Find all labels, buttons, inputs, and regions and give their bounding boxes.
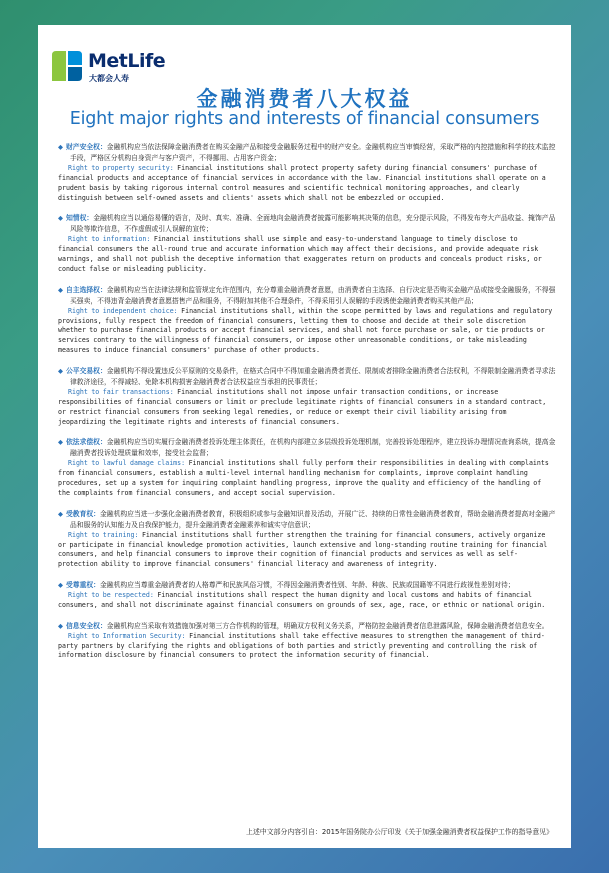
right-text-en: Financial institutions shall protect property safety during financial consumers' purchase of financial products and acceptance of financial services in accordance with the law. Financial institutions shall operate on a prudent basis by taking rigorous internal control measures and scientific technical monitoring approaches, and clearly distinguish between self-owned assets and clients' assets which shall not be embezzled or occupied. [58, 164, 546, 202]
right-text-cn: 金融机构不得设置违反公平原则的交易条件，在格式合同中不得加重金融消费者责任、限制或者排除金融消费者合法权利，不得限制金融消费者寻求法律救济途径，不得减轻、免除本机构损害金融消费者合法权益应当承担的民事责任； [70, 366, 556, 386]
diamond-bullet-icon: ◆ [58, 621, 63, 630]
right-heading-cn: 依法求偿权： [66, 438, 107, 447]
right-item [58, 285, 556, 356]
right-text-cn: 金融机构应当以通俗易懂的语言，及时、真实、准确、全面地向金融消费者披露可能影响其决策的信息，充分提示风险，不得发布夸大产品收益、掩饰产品风险等欺诈信息，不作虚假或引人误解的宣传； [70, 214, 556, 234]
right-text-en: Financial institutions shall fully perform their responsibilities in dealing with complaints from financial consumers, establish a multi-level internal handling mechanism for complaints, improve complaint handling procedures, set up a system for inquiring complaint handling progress, improve the quality and efficiency of the handling of the complaints from financial consumers, and accept social supervision. [58, 459, 549, 497]
source-footnote: 上述中文部分内容引自：2015年国务院办公厅印发《关于加强金融消费者权益保护工作的指导意见》 [246, 828, 553, 836]
diamond-bullet-icon: ◆ [58, 214, 63, 223]
metlife-logo-icon [52, 51, 82, 81]
right-item [58, 509, 556, 570]
right-text-cn: 金融机构应当采取有效措施加强对第三方合作机构的管理，明确双方权利义务关系，严格防控金融消费者信息泄露风险，保障金融消费者信息安全。 [106, 621, 549, 630]
right-text-cn: 金融机构应当依法保障金融消费者在购买金融产品和接受金融服务过程中的财产安全。金融机构应当审慎经营，采取严格的内控措施和科学的技术监控手段，严格区分机构自身资产与客户资产，不得挪用、占用客户资金； [70, 143, 556, 162]
right-text-en: Financial institutions shall further strengthen the training for financial consumers, actively organize or participate in financial knowledge promotion activities, launch extensive and long-standing routine training for financial consumers, and help financial consumers to improve their cognition of financial products and services as well as self-protection ability to improve financial consumers' financial literacy and awareness of integrity. [58, 530, 548, 569]
right-heading-en: Right to training: [68, 530, 139, 539]
right-heading-cn: 受尊重权： [66, 581, 100, 590]
poster-card [38, 25, 571, 848]
brand-name: MetLife [88, 50, 166, 72]
right-heading-en: Right to information: [68, 235, 151, 244]
right-heading-cn: 自主选择权： [66, 285, 107, 294]
right-heading-cn: 信息安全权： [66, 621, 107, 630]
diamond-bullet-icon: ◆ [58, 143, 63, 151]
page-title-en: Eight major rights and interests of financial consumers [69, 109, 540, 129]
right-heading-en: Right to lawful damage claims: [68, 459, 186, 468]
rights-list [58, 142, 556, 671]
right-text-cn: 金融机构应当尊重金融消费者的人格尊严和民族风俗习惯，不得因金融消费者性别、年龄、种族、民族或国籍等不同进行歧视性差别对待； [99, 581, 515, 590]
right-text-en: Financial institutions shall use simple and easy-to-understand language to timely disclose to financial consumers the all-round true and accurate information which may affect their decisions, and provide adequate risk warnings, and shall not publish the deceptive information that exaggerates return on products and conceals product risks, or conduct false or misleading publicity. [58, 235, 542, 273]
diamond-bullet-icon: ◆ [58, 285, 63, 294]
right-item [58, 621, 556, 662]
right-text-cn: 金融机构应当切实履行金融消费者投诉处理主体责任，在机构内部建立多层级投诉处理机制，完善投诉处理程序，建立投诉办理情况查询系统，提高金融消费者投诉处理质量和效率，接受社会监督； [70, 438, 556, 458]
right-heading-en: Right to property security: [68, 164, 174, 172]
right-heading-cn: 受教育权： [66, 509, 100, 518]
diamond-bullet-icon: ◆ [58, 581, 63, 590]
right-heading-en: Right to independent choice: [68, 306, 178, 315]
right-item [58, 580, 556, 611]
right-item [58, 213, 556, 274]
right-heading-cn: 财产安全权： [66, 143, 107, 151]
right-heading-cn: 公平交易权： [66, 366, 107, 375]
right-heading-en: Right to be respected: [68, 591, 154, 600]
right-heading-cn: 知情权： [66, 214, 94, 223]
right-text-en: Financial institutions shall, within the scope permitted by laws and regulations and regulatory provisions, fully respect the freedom of financial consumers, letting them to choose and decide at their sole discretion whether to purchase financial products or accept financial services, and shall not force purchase or sale, or tie products or services contrary to the willingness of financial consumers, or impose other unreasonable conditions, or take misleading measures to induce financial consumers' purchase of other products. [58, 306, 553, 355]
diamond-bullet-icon: ◆ [58, 366, 63, 375]
right-text-cn: 金融机构应当在法律法规和监管规定允许范围内，充分尊重金融消费者意愿，由消费者自主选择、自行决定是否购买金融产品或接受金融服务，不得强买强卖，不得违背金融消费者意愿搭售产品和服务，不得附加其他不合理条件，不得采用引人误解的手段诱使金融消费者购买其他产品； [70, 285, 556, 305]
right-text-cn: 金融机构应当进一步强化金融消费者教育，积极组织或参与金融知识普及活动，开展广泛、持续的日常性金融消费者教育，帮助金融消费者提高对金融产品和服务的认知能力及自我保护能力，提升金融消费者金融素养和诚实守信意识； [70, 509, 556, 529]
right-item [58, 142, 556, 203]
right-item [58, 437, 556, 498]
diamond-bullet-icon: ◆ [58, 438, 63, 447]
right-text-en: Financial institutions shall not impose unfair transaction conditions, or increase responsibilities of financial consumers or limit or preclude legitimate rights of financial consumers in a standard contract, or restrict financial consumers from seeking legal remedies, or reduce or exempt their civil liability arising from jeopardizing the legitimate rights and interests of financial consumers. [58, 387, 547, 426]
page-title-cn: 金融消费者八大权益 [196, 87, 413, 111]
metlife-logo [52, 48, 212, 88]
right-item [58, 366, 556, 427]
right-text-en: Financial institutions shall take effective measures to strengthen the management of third-party partners by clarifying the rights and obligations of both parties and strictly preventing and controlling the risk of information disclosure by financial consumers to protect the information security of financial. [58, 631, 545, 660]
right-text-en: Financial institutions shall respect the human dignity and local customs and habits of financial consumers, and shall not discriminate against financial consumers on grounds of sex, age, race, or ethnic or national origin. [58, 591, 546, 609]
brand-subname: 大都会人寿 [89, 74, 129, 83]
right-heading-en: Right to fair transactions: [68, 387, 174, 396]
diamond-bullet-icon: ◆ [58, 509, 63, 518]
right-heading-en: Right to Information Security: [68, 631, 186, 640]
